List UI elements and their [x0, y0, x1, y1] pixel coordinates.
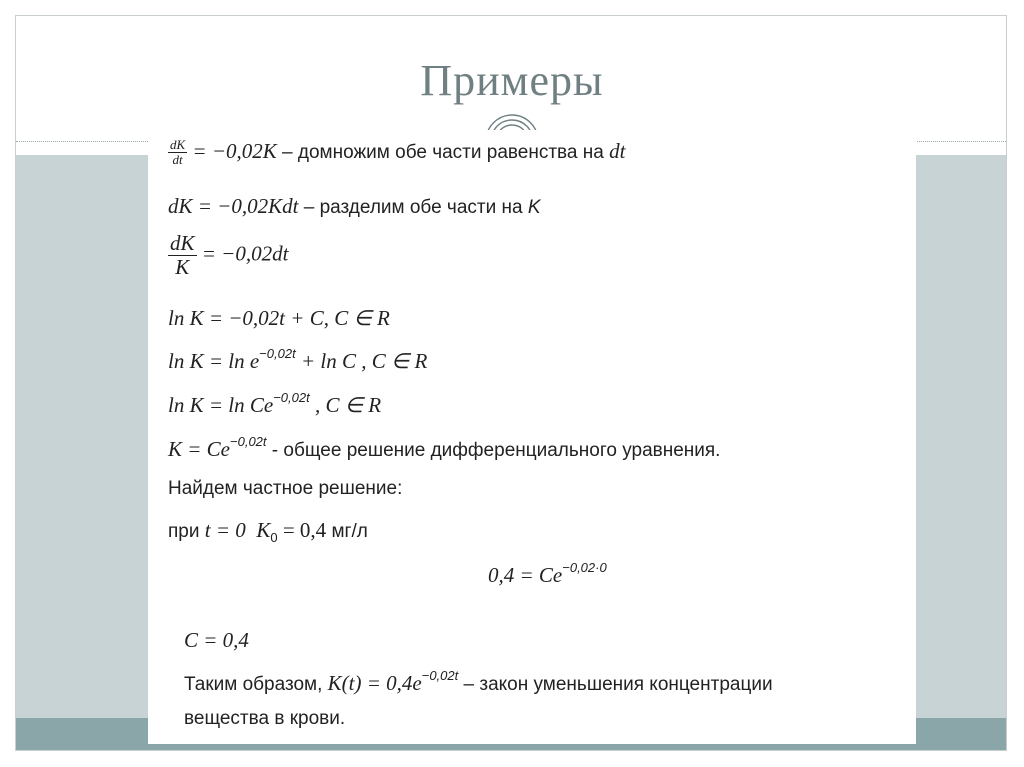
formula-content: [148, 130, 916, 744]
equation-line-2: dK = −0,02Kdt – разделим обе части на K: [168, 194, 541, 218]
substitution-line: $0,4 = Ce^{-0,02\cdot 0}$: [488, 560, 607, 587]
general-solution-line: $K = Ce^{-0,02t}$ - общее решение дифференциального уравнения.: [168, 434, 721, 461]
equation-line-4: ln K = −0,02t + C, C ∈ R: [168, 306, 390, 330]
equation-line-3: $\frac{dK}{K}$ = −0,02dt: [170, 231, 289, 280]
slide-title: Примеры: [420, 56, 604, 105]
equation-line-6: $\ln K = \ln Ce^{-0,02t}$ , C ∈ R: [168, 390, 382, 417]
fraction-dk-dt: $\frac{dK}{dt}$: [170, 137, 186, 168]
constant-value-line: C = 0,4: [184, 628, 249, 652]
equation-line-5: $\ln K = \ln e^{-0,02t} + \ln C$ , C ∈ R: [168, 346, 428, 373]
conclusion-line-end: вещества в крови.: [184, 708, 346, 729]
particular-solution-heading: Найдем частное решение:: [168, 478, 403, 499]
conclusion-line: Таким образом, $K(t) = 0,4e^{-0,02t}$ – закон уменьшения концентрации: [184, 668, 773, 695]
equation-line-1: $\frac{dK}{dt}$ = −0,02K – домножим обе части равенства на dt: [170, 137, 626, 168]
initial-condition-line: при t = 0 $K_0 = 0,4$ мг/л: [168, 518, 368, 545]
fraction-dk-k: $\frac{dK}{K}$: [170, 231, 195, 280]
